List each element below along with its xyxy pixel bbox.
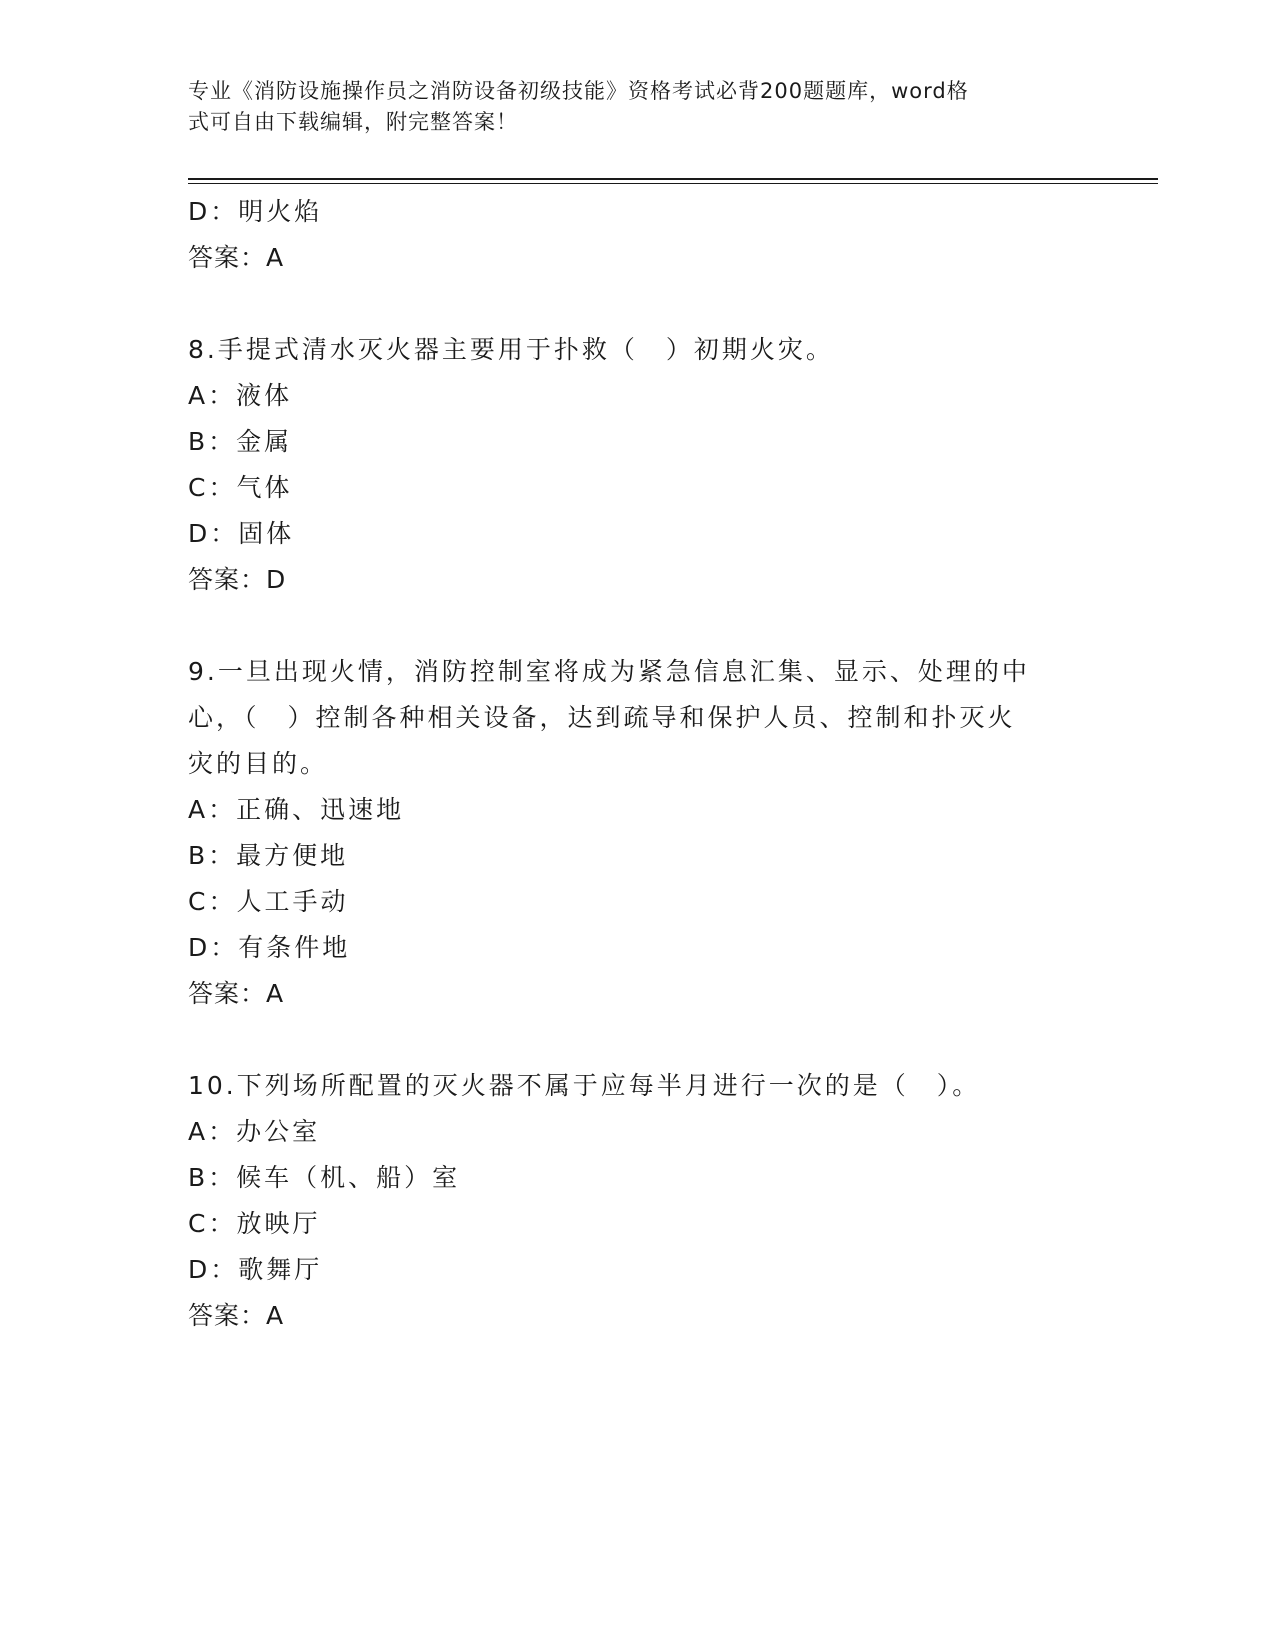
option-c: C：放映厅 [188, 1209, 321, 1238]
spacer [188, 603, 1068, 649]
document-header [188, 76, 1088, 138]
option-b: B：最方便地 [188, 841, 349, 870]
option-d: D：固体 [188, 519, 295, 548]
question-stem: 10.下列场所配置的灭火器不属于应每半月进行一次的是（ ）。 [188, 1071, 981, 1100]
option-a: A：液体 [188, 381, 293, 410]
header-divider-thin [188, 183, 1158, 184]
option-d: D：明火焰 [188, 197, 323, 226]
option-d: D：歌舞厅 [188, 1255, 323, 1284]
question-9 [188, 649, 1068, 1017]
option-d: D：有条件地 [188, 933, 351, 962]
answer: 答案：D [188, 565, 287, 594]
spacer [188, 281, 1068, 327]
question-stem: 8.手提式清水灭火器主要用于扑救（ ）初期火灾。 [188, 335, 834, 364]
option-c: C：气体 [188, 473, 293, 502]
option-b: B：金属 [188, 427, 293, 456]
question-8 [188, 327, 1068, 603]
question-10 [188, 1063, 1068, 1339]
header-divider-thick [188, 178, 1158, 180]
option-a: A：正确、迅速地 [188, 795, 405, 824]
spacer [188, 1017, 1068, 1063]
answer: 答案：A [188, 979, 285, 1008]
option-c: C：人工手动 [188, 887, 349, 916]
question-stem-line-3: 灾的目的。 [188, 749, 329, 778]
option-a: A：办公室 [188, 1117, 321, 1146]
option-b: B：候车（机、船）室 [188, 1163, 461, 1192]
question-stem-line-1: 9.一旦出现火情，消防控制室将成为紧急信息汇集、显示、处理的中 [188, 657, 1030, 686]
header-line-1: 专业《消防设施操作员之消防设备初级技能》资格考试必背200题题库，word格 [188, 79, 969, 103]
document-body [188, 189, 1068, 1339]
answer: 答案：A [188, 243, 285, 272]
header-line-2: 式可自由下载编辑，附完整答案！ [188, 110, 518, 134]
question-stem-line-2: 心，（ ）控制各种相关设备，达到疏导和保护人员、控制和扑灭火 [188, 703, 1016, 732]
answer: 答案：A [188, 1301, 285, 1330]
